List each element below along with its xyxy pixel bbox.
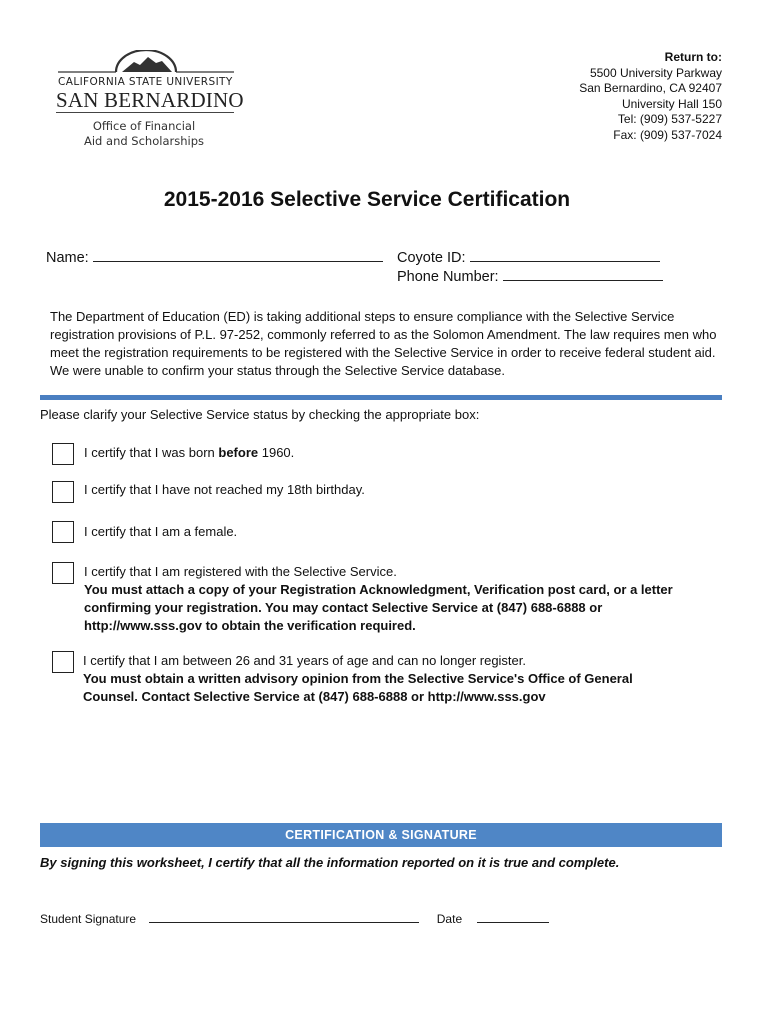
name-input-line[interactable] <box>93 247 383 262</box>
instructions-prompt: Please clarify your Selective Service status by checking the appropriate box: <box>40 407 480 422</box>
phone-input-line[interactable] <box>503 266 663 281</box>
option-age-26-31 <box>83 652 643 706</box>
date-label: Date <box>436 912 463 926</box>
checkbox-registered[interactable] <box>52 562 74 584</box>
option-note: You must obtain a written advisory opinion from the Selective Service's Office of General Counsel. Contact Selective Service at (847) 688-6888 or http://www.sss.gov <box>83 671 633 704</box>
option-female: I certify that I am a female. <box>84 524 238 539</box>
return-label: Return to: <box>664 50 722 64</box>
option-text-end: 1960. <box>258 445 295 460</box>
option-text: I certify that I was born <box>84 445 219 460</box>
checkbox-under-18[interactable] <box>52 481 74 503</box>
return-line: 5500 University Parkway <box>589 65 722 80</box>
logo-office-name <box>84 119 204 149</box>
checkbox-age-26-31[interactable] <box>52 651 74 673</box>
name-field-row <box>46 247 383 266</box>
phone-field-row <box>397 266 663 285</box>
option-note: You must attach a copy of your Registration Acknowledgment, Verification post card, or a letter confirming your registration. You may contact Selective Service at (847) 688-6888 or http://www.sss.gov to obtain the verification required. <box>84 582 673 633</box>
return-line: Tel: (909) 537-5227 <box>617 112 722 127</box>
certification-statement: By signing this worksheet, I certify that all the information reported on it is true and complete. <box>40 855 620 870</box>
certification-header: CERTIFICATION & SIGNATURE <box>40 823 722 847</box>
university-logo <box>56 50 244 150</box>
return-line: University Hall 150 <box>621 96 722 111</box>
signature-label: Student Signature <box>40 912 137 926</box>
coyote-id-label: Coyote ID: <box>397 250 466 266</box>
option-registered <box>84 563 684 635</box>
signature-line[interactable] <box>149 910 419 923</box>
form-title: 2015-2016 Selective Service Certification <box>163 188 571 211</box>
signature-row <box>40 910 549 926</box>
return-address <box>579 50 722 144</box>
option-emphasis: before <box>218 445 259 460</box>
option-text: I certify that I am registered with the Selective Service. <box>84 564 397 579</box>
logo-university-line1: CALIFORNIA STATE UNIVERSITY <box>58 76 233 88</box>
date-line[interactable] <box>477 910 549 923</box>
logo-office-line2: Aid and Scholarships <box>84 134 204 148</box>
option-text: I certify that I am between 26 and 31 years of age and can no longer register. <box>83 653 526 668</box>
name-label: Name: <box>46 250 89 266</box>
intro-paragraph: The Department of Education (ED) is taking additional steps to ensure compliance with the Selective Service registration provisions of P.L. 97-252, commonly referred to as the Solomon Amendment. The law requires men who meet the registration requirements to be registered with the Selective Service in order to receive federal student aid. We were unable to confirm your status through the Selective Service database. <box>50 309 717 378</box>
checkbox-born-before-1960[interactable] <box>52 443 74 465</box>
phone-label: Phone Number: <box>397 269 499 285</box>
mountain-logo-icon <box>56 50 236 78</box>
checkbox-female[interactable] <box>52 521 74 543</box>
return-line: San Bernardino, CA 92407 <box>579 81 722 96</box>
option-under-18: I certify that I have not reached my 18th birthday. <box>84 482 365 497</box>
return-line: Fax: (909) 537-7024 <box>613 127 722 142</box>
logo-divider <box>56 112 234 113</box>
coyote-id-field-row <box>397 247 660 266</box>
logo-office-line1: Office of Financial <box>92 119 196 133</box>
logo-university-line2: SAN BERNARDINO <box>56 88 244 112</box>
option-born-before-1960 <box>84 444 294 462</box>
coyote-id-input-line[interactable] <box>470 247 660 262</box>
section-divider <box>40 395 722 400</box>
